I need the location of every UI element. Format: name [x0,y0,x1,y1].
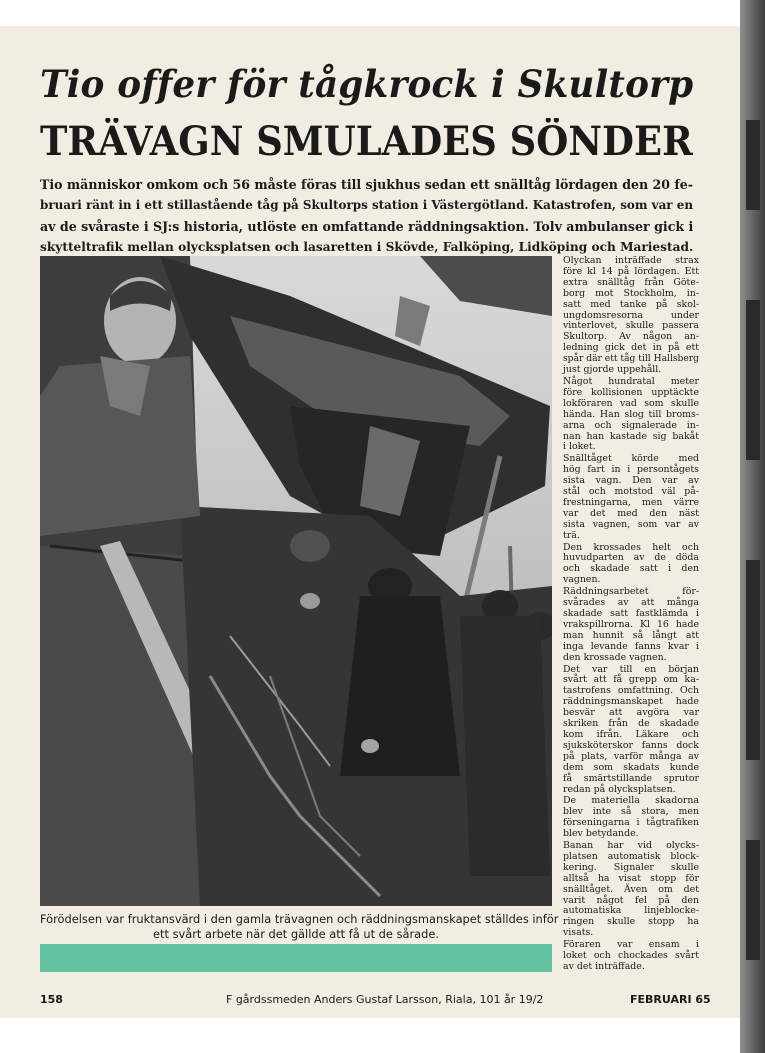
article-line: hända. Han slog till broms- [563,408,699,420]
article-line: lokföraren vad som skulle [563,397,699,409]
article-line: borg mot Stockholm, in- [563,287,699,299]
issue-label: FEBRUARI 65 [630,993,711,1006]
article-line: inga levande fanns kvar i [563,640,699,652]
article-line: Skultorp. Av någon an- [563,331,699,343]
article-line: den krossade vagnen. [563,651,667,663]
lede-paragraph [40,174,693,258]
article-line: ledning gick det in på ett [563,342,699,354]
article-line: huvudparten av de döda [563,552,699,564]
headline-italic: Tio offer för tågkrock i Skultorp [40,62,694,106]
article-line: Något hundratal meter [563,375,699,387]
article-line: ungdomsresorna under [563,309,699,321]
article-line: loket och chockades svårt [563,950,699,962]
article-line: De materiella skadorna [563,795,699,807]
article-line: trä. [563,529,580,541]
article-line: och skadade satt i den [563,563,699,575]
article-column [557,256,699,974]
lede-line: bruari ränt in i ett stillastående tåg på Skultorps station i Västergötland. Katastrofen, som var en [40,198,693,212]
accent-bar [40,944,552,972]
article-paragraph [557,256,699,376]
article-line: skriken från de skadade [563,718,699,730]
article-line: vinterlovet, skulle passera [563,320,699,332]
article-paragraph [557,665,699,796]
article-line: räddningsmanskapet hade [563,696,699,708]
article-line: i loket. [563,441,596,453]
wreck-photo [40,256,552,906]
article-line: Banan har vid olycks- [563,840,699,852]
article-line: snälltåget. Även om det [563,883,699,895]
article-line: sista vagnen, som var av [563,518,699,530]
article-line: sjuksköterskor fanns dock [563,739,699,751]
article-line: extra snälltåg från Göte- [563,276,699,288]
article-line: kom ifrån. Läkare och [563,728,699,740]
scan-border-bottom [0,1018,765,1053]
article-line: alltså ha visat stopp för [563,872,699,884]
lede-line: skytteltrafik mellan olycksplatsen och lasaretten i Skövde, Falköping, Lidköping och Mariestad. [40,240,694,254]
article-line: svårt att få grepp om ka- [563,674,699,686]
article-line: dem som skadats kunde [563,761,699,773]
article-line: vagnen. [563,574,601,586]
article-line: platsen automatisk block- [563,850,699,862]
scan-border-top [0,0,765,26]
page-number: 158 [40,993,63,1006]
article-line: Räddningsarbetet för- [563,586,699,598]
article-line: blev inte så stora, men [563,806,699,818]
article-line: på plats, varför många av [563,750,699,762]
article-line: nan han kastade sig bakåt [563,430,699,442]
article-paragraph [557,543,699,587]
photo-caption [40,912,559,942]
article-line: spår där ett tåg till Hallsberg [563,354,699,365]
article-paragraph [557,940,699,973]
lede-line: Tio människor omkom och 56 måste föras till sjukhus sedan ett snälltåg lördagen den 20 fe- [40,177,693,192]
article-line: just gjorde uppehåll. [563,364,662,376]
article-line: redan på olycksplatsen. [563,783,676,795]
article-line: förseningarna i tågtrafiken [563,817,699,829]
article-line: före kollisionen upptäckte [563,386,699,398]
article-line: tastrofens omfattning. Och [563,685,699,697]
footer-note: F gårdssmeden Anders Gustaf Larsson, Riala, 101 år 19/2 [226,993,544,1006]
article-paragraph [557,796,699,840]
article-line: satt med tanke på skol- [563,298,699,310]
article-line: Det var till en början [563,663,699,675]
article-line: Olyckan inträffade strax [563,255,699,266]
article-line: arna och signalerade in- [563,419,699,431]
article-line: Den krossades helt och [563,541,699,553]
article-line: kering. Signaler skulle [563,861,699,873]
article-paragraph [557,841,699,939]
article-line: av det inträffade. [563,961,645,972]
article-line: få smärtstillande sprutor [563,772,699,784]
caption-line: ett svårt arbete när det gällde att få ut de sårade. [153,927,439,941]
article-line: före kl 14 på lördagen. Ett [563,265,699,277]
article-line: hög fart in i persontågets [563,464,699,476]
article-line: vrakspillrorna. Kl 16 hade [563,618,699,630]
article-paragraph [557,587,699,663]
article-line: ringen skulle stopp ha [563,916,699,928]
article-line: svårades av att många [563,597,699,609]
adjacent-page-edge [740,0,765,1053]
article-line: besvär att avgöra var [563,707,699,719]
article-line: visats. [563,927,594,939]
article-line: Föraren var ensam i [563,939,699,951]
article-line: skadade satt fastklämda i [563,608,699,619]
article-line: frestningarna, men värre [563,496,699,508]
article-line: blev betydande. [563,828,639,840]
article-paragraph [557,377,699,453]
article-line: man hunnit så långt att [563,629,699,641]
article-line: stål och motstod väl på- [563,486,699,498]
article-line: Snälltåget körde med [563,453,699,465]
headline-caps: TRÄVAGN SMULADES SÖNDER [40,118,693,165]
article-line: var det med den näst [563,507,699,519]
article-paragraph [557,454,699,541]
article-line: automatiska linjeblocke- [563,905,699,917]
article-line: varit något fel på den [563,894,699,906]
article-line: sista vagn. Den var av [563,475,699,487]
lede-line: av de svåraste i SJ:s historia, utlöste en omfattande räddningsaktion. Tolv ambulanser gick i [40,219,694,234]
caption-line: Förödelsen var fruktansvärd i den gamla trävagnen och räddningsmanskapet ställdes inför [40,912,559,926]
